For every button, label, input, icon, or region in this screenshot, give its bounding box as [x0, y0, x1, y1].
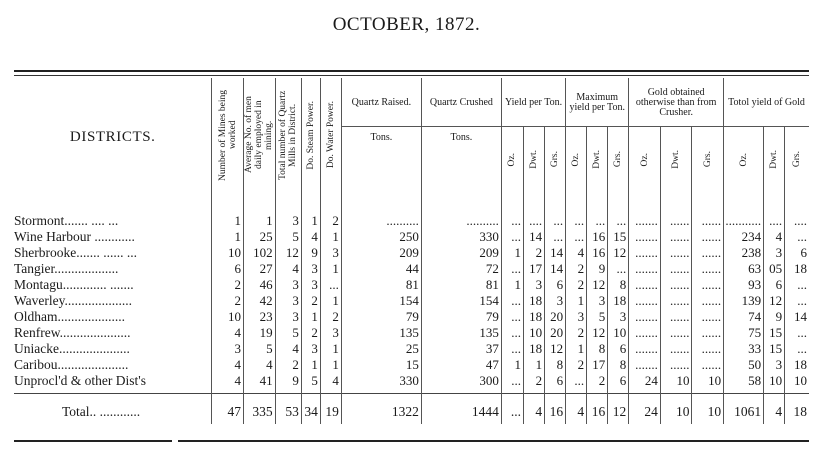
cell-mills: 2 — [275, 357, 301, 373]
cell-m-oz: 2 — [566, 261, 587, 277]
cell-m-oz: 2 — [566, 325, 587, 341]
cell-y-dwt: 3 — [524, 277, 545, 293]
cell-m-dwt: 3 — [587, 293, 608, 309]
cell-g-grs: ...... — [692, 245, 724, 261]
cell-t-oz: 63 — [724, 261, 764, 277]
cell-y-grs: ... — [545, 213, 566, 229]
cell-mines: 2 — [212, 293, 244, 309]
cell-g-dwt: ...... — [660, 293, 692, 309]
cell-name: Total.. ............ — [14, 394, 212, 425]
steam-header: Do. Steam Power. — [301, 78, 320, 195]
cell-y-dwt: 1 — [524, 357, 545, 373]
cell-g-oz: ....... — [629, 293, 661, 309]
cell-men: 41 — [244, 373, 276, 389]
cell-m-dwt: 12 — [587, 277, 608, 293]
cell-y-grs: 8 — [545, 357, 566, 373]
cell-m-oz: 1 — [566, 293, 587, 309]
top-rule — [14, 70, 809, 72]
total-row — [14, 394, 809, 425]
cell-y-grs: 14 — [545, 245, 566, 261]
cell-t-grs: 18 — [785, 357, 809, 373]
cell-water: 1 — [320, 261, 341, 277]
cell-y-dwt: 2 — [524, 245, 545, 261]
cell-mills: 5 — [275, 325, 301, 341]
cell-t-grs: ... — [785, 325, 809, 341]
cell-crushed: 154 — [421, 293, 501, 309]
cell-mines: 4 — [212, 325, 244, 341]
cell-g-dwt: 10 — [660, 394, 692, 425]
gold-other-header: Gold obtained otherwise than from Crusher. — [629, 78, 724, 127]
cell-t-grs: .... — [785, 213, 809, 229]
cell-raised: 135 — [341, 325, 421, 341]
cell-water: 2 — [320, 213, 341, 229]
cell-g-oz: ....... — [629, 309, 661, 325]
cell-steam: 2 — [301, 293, 320, 309]
cell-m-dwt: 5 — [587, 309, 608, 325]
cell-water: 1 — [320, 293, 341, 309]
cell-raised: 15 — [341, 357, 421, 373]
cell-m-dwt: 8 — [587, 341, 608, 357]
cell-g-grs: ...... — [692, 229, 724, 245]
cell-steam: 5 — [301, 373, 320, 389]
cell-steam: 2 — [301, 325, 320, 341]
max-oz-header: Oz. — [566, 127, 587, 196]
cell-mills: 4 — [275, 341, 301, 357]
cell-men: 27 — [244, 261, 276, 277]
table-row — [14, 309, 809, 325]
cell-mills: 3 — [275, 293, 301, 309]
cell-g-oz: ....... — [629, 261, 661, 277]
cell-t-dwt: 9 — [764, 309, 785, 325]
cell-steam: 1 — [301, 213, 320, 229]
table-row — [14, 229, 809, 245]
cell-t-dwt: 05 — [764, 261, 785, 277]
cell-g-dwt: ...... — [660, 341, 692, 357]
gold-returns-table — [14, 78, 809, 424]
cell-water: ... — [320, 277, 341, 293]
cell-g-grs: ...... — [692, 309, 724, 325]
cell-steam: 3 — [301, 341, 320, 357]
cell-water: 3 — [320, 245, 341, 261]
cell-m-grs: 15 — [608, 229, 629, 245]
table-row — [14, 325, 809, 341]
cell-g-dwt: ...... — [660, 309, 692, 325]
mills-header: Total number of Quartz Mills in District. — [275, 78, 301, 195]
cell-t-dwt: 4 — [764, 394, 785, 425]
cell-g-grs: 10 — [692, 394, 724, 425]
cell-men: 4 — [244, 357, 276, 373]
cell-name: Oldham.................... — [14, 309, 125, 324]
cell-name: Stormont....... .... ... — [14, 213, 119, 228]
cell-m-dwt: 16 — [587, 245, 608, 261]
cell-mines: 2 — [212, 277, 244, 293]
cell-y-oz: ... — [501, 394, 523, 425]
cell-g-dwt: ...... — [660, 245, 692, 261]
gold-grs-header: Grs. — [692, 127, 724, 196]
cell-mines: 4 — [212, 357, 244, 373]
cell-water: 1 — [320, 341, 341, 357]
yield-dwt-header: Dwt. — [524, 127, 545, 196]
cell-t-oz: 50 — [724, 357, 764, 373]
cell-mines: 1 — [212, 229, 244, 245]
cell-name: Wine Harbour ............ — [14, 229, 135, 244]
cell-m-dwt: 16 — [587, 229, 608, 245]
cell-y-oz: 1 — [501, 245, 523, 261]
total-grs-header: Grs. — [785, 127, 809, 196]
table-row — [14, 373, 809, 389]
cell-y-oz: ... — [501, 325, 523, 341]
cell-mines: 4 — [212, 373, 244, 389]
cell-crushed: 135 — [421, 325, 501, 341]
cell-t-oz: ........... — [724, 213, 764, 229]
cell-men: 335 — [244, 394, 276, 425]
cell-mills: 3 — [275, 309, 301, 325]
cell-raised: 79 — [341, 309, 421, 325]
table-row — [14, 213, 809, 229]
cell-t-oz: 93 — [724, 277, 764, 293]
cell-g-grs: ...... — [692, 325, 724, 341]
cell-t-grs: 18 — [785, 261, 809, 277]
cell-crushed: 81 — [421, 277, 501, 293]
cell-men: 25 — [244, 229, 276, 245]
cell-m-oz: ... — [566, 213, 587, 229]
cell-steam: 9 — [301, 245, 320, 261]
bottom-rule-left — [14, 440, 172, 442]
cell-y-oz: ... — [501, 341, 523, 357]
total-yield-header: Totol yield of Gold — [724, 78, 809, 127]
cell-m-oz: 2 — [566, 277, 587, 293]
cell-y-grs: 16 — [545, 394, 566, 425]
cell-g-grs: ...... — [692, 357, 724, 373]
cell-m-grs: 3 — [608, 309, 629, 325]
cell-y-grs: 12 — [545, 341, 566, 357]
cell-t-dwt: 4 — [764, 229, 785, 245]
cell-y-oz: ... — [501, 309, 523, 325]
header-row — [14, 78, 809, 127]
cell-g-oz: ....... — [629, 245, 661, 261]
cell-raised: 81 — [341, 277, 421, 293]
cell-m-dwt: 17 — [587, 357, 608, 373]
cell-name: Sherbrooke....... ...... ... — [14, 245, 137, 260]
cell-m-grs: 12 — [608, 394, 629, 425]
total-oz-header: Oz. — [724, 127, 764, 196]
cell-y-dwt: 18 — [524, 341, 545, 357]
cell-g-grs: ...... — [692, 277, 724, 293]
cell-men: 19 — [244, 325, 276, 341]
cell-raised: 209 — [341, 245, 421, 261]
cell-m-grs: 8 — [608, 357, 629, 373]
cell-g-oz: ....... — [629, 325, 661, 341]
cell-t-grs: 10 — [785, 373, 809, 389]
cell-y-oz: ... — [501, 229, 523, 245]
cell-water: 2 — [320, 309, 341, 325]
cell-men: 42 — [244, 293, 276, 309]
raised-unit: Tons. — [341, 127, 421, 196]
cell-y-grs: 3 — [545, 293, 566, 309]
cell-name: Tangier................... — [14, 261, 119, 276]
cell-g-oz: ....... — [629, 229, 661, 245]
cell-water: 4 — [320, 373, 341, 389]
cell-crushed: 72 — [421, 261, 501, 277]
water-header: Do. Water Power. — [320, 78, 341, 195]
cell-t-dwt: 3 — [764, 357, 785, 373]
crushed-header: Quartz Crushed — [421, 78, 501, 127]
cell-t-oz: 33 — [724, 341, 764, 357]
cell-m-oz: 4 — [566, 394, 587, 425]
cell-y-grs: 14 — [545, 261, 566, 277]
cell-steam: 3 — [301, 277, 320, 293]
cell-g-grs: ...... — [692, 213, 724, 229]
cell-m-grs: 6 — [608, 373, 629, 389]
cell-y-grs: 20 — [545, 309, 566, 325]
cell-raised: 1322 — [341, 394, 421, 425]
cell-g-dwt: ...... — [660, 213, 692, 229]
cell-water: 1 — [320, 229, 341, 245]
cell-raised: 44 — [341, 261, 421, 277]
cell-name: Waverley.................... — [14, 293, 133, 308]
cell-water: 1 — [320, 357, 341, 373]
cell-y-oz: ... — [501, 213, 523, 229]
cell-y-grs: 6 — [545, 373, 566, 389]
cell-g-dwt: ...... — [660, 325, 692, 341]
cell-crushed: 300 — [421, 373, 501, 389]
cell-m-dwt: 12 — [587, 325, 608, 341]
cell-mines: 10 — [212, 245, 244, 261]
cell-crushed: 37 — [421, 341, 501, 357]
cell-m-grs: 10 — [608, 325, 629, 341]
cell-men: 102 — [244, 245, 276, 261]
cell-m-grs: ... — [608, 213, 629, 229]
cell-mines: 6 — [212, 261, 244, 277]
cell-g-dwt: 10 — [660, 373, 692, 389]
cell-mills: 53 — [275, 394, 301, 425]
cell-y-dwt: 4 — [524, 394, 545, 425]
cell-y-oz: ... — [501, 373, 523, 389]
cell-t-oz: 1061 — [724, 394, 764, 425]
cell-g-grs: 10 — [692, 373, 724, 389]
cell-name: Renfrew..................... — [14, 325, 131, 340]
cell-g-dwt: ...... — [660, 357, 692, 373]
cell-t-oz: 58 — [724, 373, 764, 389]
cell-t-dwt: .... — [764, 213, 785, 229]
cell-raised: 250 — [341, 229, 421, 245]
cell-g-dwt: ...... — [660, 261, 692, 277]
cell-m-oz: 1 — [566, 341, 587, 357]
cell-g-oz: ....... — [629, 357, 661, 373]
cell-name: Uniacke..................... — [14, 341, 130, 356]
cell-raised: 25 — [341, 341, 421, 357]
cell-steam: 4 — [301, 229, 320, 245]
cell-t-dwt: 15 — [764, 341, 785, 357]
cell-mills: 12 — [275, 245, 301, 261]
cell-g-oz: ....... — [629, 341, 661, 357]
cell-g-grs: ...... — [692, 293, 724, 309]
cell-m-dwt: 9 — [587, 261, 608, 277]
cell-steam: 1 — [301, 357, 320, 373]
cell-m-oz: ... — [566, 373, 587, 389]
cell-m-oz: 2 — [566, 357, 587, 373]
cell-steam: 34 — [301, 394, 320, 425]
table-row — [14, 293, 809, 309]
cell-mills: 4 — [275, 261, 301, 277]
cell-y-grs: ... — [545, 229, 566, 245]
yield-oz-header: Oz. — [501, 127, 523, 196]
cell-men: 46 — [244, 277, 276, 293]
cell-t-oz: 75 — [724, 325, 764, 341]
cell-t-oz: 74 — [724, 309, 764, 325]
cell-y-oz: 1 — [501, 357, 523, 373]
bottom-rule-right — [178, 440, 809, 442]
cell-raised: 154 — [341, 293, 421, 309]
cell-m-grs: 12 — [608, 245, 629, 261]
cell-t-dwt: 10 — [764, 373, 785, 389]
max-yield-header: Maximum yield per Ton. — [566, 78, 629, 127]
cell-m-oz: 3 — [566, 309, 587, 325]
cell-t-dwt: 15 — [764, 325, 785, 341]
cell-m-oz: ... — [566, 229, 587, 245]
cell-m-dwt: 2 — [587, 373, 608, 389]
cell-mines: 1 — [212, 213, 244, 229]
page-title: OCTOBER, 1872. — [332, 14, 481, 35]
cell-g-dwt: ...... — [660, 277, 692, 293]
top-rule-thin — [14, 75, 809, 76]
cell-mines: 47 — [212, 394, 244, 425]
cell-t-dwt: 3 — [764, 245, 785, 261]
cell-t-grs: 18 — [785, 394, 809, 425]
cell-t-grs: ... — [785, 277, 809, 293]
table-row — [14, 357, 809, 373]
cell-men: 5 — [244, 341, 276, 357]
cell-g-oz: 24 — [629, 373, 661, 389]
mines-header: Number of Mines being worked — [212, 78, 244, 195]
raised-header: Quartz Raised. — [341, 78, 421, 127]
cell-y-oz: ... — [501, 293, 523, 309]
crushed-unit: Tons. — [421, 127, 501, 196]
cell-y-dwt: 18 — [524, 293, 545, 309]
cell-crushed: 79 — [421, 309, 501, 325]
cell-name: Caribou..................... — [14, 357, 129, 372]
cell-g-oz: ....... — [629, 277, 661, 293]
spacer-row — [14, 195, 809, 213]
cell-m-grs: ... — [608, 261, 629, 277]
cell-crushed: 330 — [421, 229, 501, 245]
cell-t-grs: 14 — [785, 309, 809, 325]
cell-crushed: .......... — [421, 213, 501, 229]
cell-g-oz: 24 — [629, 394, 661, 425]
max-dwt-header: Dwt. — [587, 127, 608, 196]
table-row — [14, 261, 809, 277]
cell-water: 3 — [320, 325, 341, 341]
cell-g-grs: ...... — [692, 341, 724, 357]
yield-header: Yield per Ton. — [501, 78, 565, 127]
cell-mines: 10 — [212, 309, 244, 325]
cell-t-oz: 139 — [724, 293, 764, 309]
cell-m-grs: 18 — [608, 293, 629, 309]
cell-m-dwt: ... — [587, 213, 608, 229]
cell-t-oz: 238 — [724, 245, 764, 261]
cell-t-oz: 234 — [724, 229, 764, 245]
cell-t-grs: 6 — [785, 245, 809, 261]
yield-grs-header: Grs. — [545, 127, 566, 196]
cell-y-dwt: 10 — [524, 325, 545, 341]
cell-m-grs: 8 — [608, 277, 629, 293]
cell-mills: 3 — [275, 213, 301, 229]
cell-y-grs: 20 — [545, 325, 566, 341]
cell-men: 1 — [244, 213, 276, 229]
cell-m-grs: 6 — [608, 341, 629, 357]
cell-y-dwt: 17 — [524, 261, 545, 277]
cell-y-dwt: 18 — [524, 309, 545, 325]
men-header: Average No. of men daily employed in mining. — [244, 78, 276, 195]
cell-y-dwt: .... — [524, 213, 545, 229]
cell-y-oz: ... — [501, 261, 523, 277]
cell-water: 19 — [320, 394, 341, 425]
gold-dwt-header: Dwt. — [660, 127, 692, 196]
table-row — [14, 277, 809, 293]
cell-mills: 9 — [275, 373, 301, 389]
cell-t-dwt: 12 — [764, 293, 785, 309]
cell-crushed: 209 — [421, 245, 501, 261]
cell-t-dwt: 6 — [764, 277, 785, 293]
districts-header: DISTRICTS. — [69, 128, 156, 145]
cell-raised: 330 — [341, 373, 421, 389]
cell-g-grs: ...... — [692, 261, 724, 277]
cell-steam: 3 — [301, 261, 320, 277]
total-dwt-header: Dwt. — [764, 127, 785, 196]
cell-y-oz: 1 — [501, 277, 523, 293]
cell-y-grs: 6 — [545, 277, 566, 293]
gold-oz-header: Oz. — [629, 127, 661, 196]
cell-t-grs: ... — [785, 293, 809, 309]
table-body — [14, 195, 809, 424]
cell-y-dwt: 2 — [524, 373, 545, 389]
cell-t-grs: ... — [785, 229, 809, 245]
cell-t-grs: ... — [785, 341, 809, 357]
cell-raised: .......... — [341, 213, 421, 229]
table-row — [14, 245, 809, 261]
cell-steam: 1 — [301, 309, 320, 325]
cell-g-oz: ....... — [629, 213, 661, 229]
cell-g-dwt: ...... — [660, 229, 692, 245]
max-grs-header: Grs. — [608, 127, 629, 196]
cell-name: Montagu............. ....... — [14, 277, 134, 292]
cell-name: Unprocl'd & other Dist's — [14, 373, 146, 388]
cell-y-dwt: 14 — [524, 229, 545, 245]
cell-men: 23 — [244, 309, 276, 325]
cell-mills: 5 — [275, 229, 301, 245]
cell-mills: 3 — [275, 277, 301, 293]
cell-crushed: 47 — [421, 357, 501, 373]
table-row — [14, 341, 809, 357]
cell-crushed: 1444 — [421, 394, 501, 425]
cell-mines: 3 — [212, 341, 244, 357]
cell-m-dwt: 16 — [587, 394, 608, 425]
cell-m-oz: 4 — [566, 245, 587, 261]
